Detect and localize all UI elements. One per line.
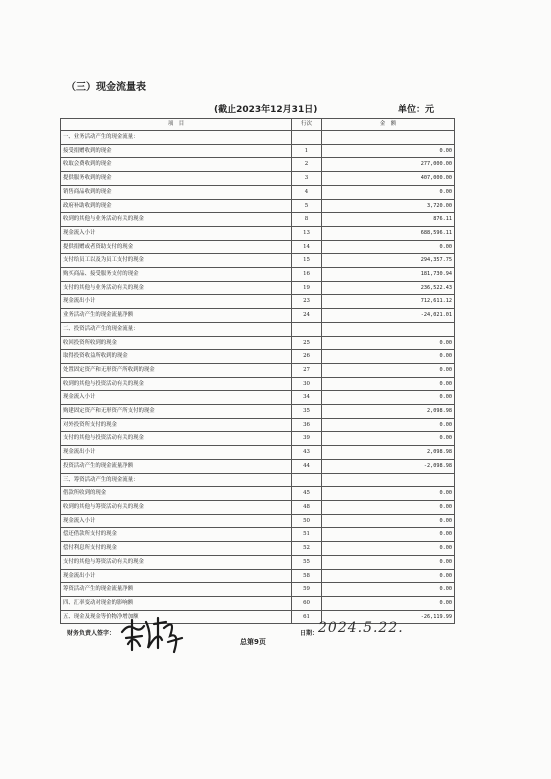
row-line-number: 25 (292, 336, 322, 350)
row-line-number: 3 (292, 172, 322, 186)
row-amount: 0.00 (322, 583, 455, 597)
table-row (61, 240, 455, 254)
row-item: 政府补助收到的现金 (61, 199, 292, 213)
cash-flow-table (60, 118, 455, 624)
row-amount: 2,098.98 (322, 446, 455, 460)
row-line-number: 4 (292, 185, 322, 199)
row-line-number: 45 (292, 487, 322, 501)
header-line: 行次 (292, 119, 322, 131)
row-item: 购买商品、接受服务支付的现金 (61, 268, 292, 282)
table-row (61, 459, 455, 473)
table-row (61, 542, 455, 556)
row-amount: -26,119.99 (322, 610, 455, 624)
table-row (61, 555, 455, 569)
row-item: 支付的其他与业务活动有关的现金 (61, 281, 292, 295)
table-row (61, 172, 455, 186)
row-line-number: 30 (292, 377, 322, 391)
table-row (61, 418, 455, 432)
row-item: 业务活动产生的现金流量净额 (61, 309, 292, 323)
row-item: 借款所收到的现金 (61, 487, 292, 501)
row-item: 提供捐赠或者资助支付的现金 (61, 240, 292, 254)
row-amount: 0.00 (322, 185, 455, 199)
row-amount: 0.00 (322, 528, 455, 542)
row-line-number: 13 (292, 226, 322, 240)
table-row (61, 350, 455, 364)
row-amount: 0.00 (322, 240, 455, 254)
signature-label: 财务负责人签字： (67, 630, 116, 637)
table-row (61, 144, 455, 158)
table-row (61, 226, 455, 240)
handwritten-signature (118, 614, 188, 654)
row-amount: 0.00 (322, 350, 455, 364)
row-line-number: 5 (292, 199, 322, 213)
row-amount: 0.00 (322, 144, 455, 158)
table-row (61, 131, 455, 145)
row-line-number: 58 (292, 569, 322, 583)
row-item: 提供服务收到的现金 (61, 172, 292, 186)
row-amount: 0.00 (322, 596, 455, 610)
table-row (61, 596, 455, 610)
table-row (61, 254, 455, 268)
row-line-number: 8 (292, 213, 322, 227)
table-row (61, 363, 455, 377)
row-item: 对外投资所支付的现金 (61, 418, 292, 432)
row-line-number: 48 (292, 500, 322, 514)
row-item: 现金流入小计 (61, 514, 292, 528)
row-amount: 0.00 (322, 555, 455, 569)
row-item: 购建固定资产和无形资产所支付的现金 (61, 405, 292, 419)
table-row (61, 487, 455, 501)
row-item: 五、现金及现金等价物净增加额 (61, 610, 292, 624)
row-amount: 0.00 (322, 487, 455, 501)
table-row (61, 514, 455, 528)
row-line-number (292, 131, 322, 145)
date-label: 日期： (300, 630, 319, 637)
currency-unit: 单位：元 (398, 105, 435, 115)
handwritten-date: 2024.5.22. (318, 620, 404, 636)
row-item: 现金流入小计 (61, 226, 292, 240)
row-line-number: 15 (292, 254, 322, 268)
row-amount: 3,720.00 (322, 199, 455, 213)
row-item: 投资活动产生的现金流量净额 (61, 459, 292, 473)
row-item: 销售商品收到的现金 (61, 185, 292, 199)
row-line-number: 51 (292, 528, 322, 542)
table-row (61, 199, 455, 213)
row-line-number (292, 473, 322, 487)
row-item: 接受捐赠收到的现金 (61, 144, 292, 158)
row-amount: -24,021.01 (322, 309, 455, 323)
table-row (61, 158, 455, 172)
header-item: 项 目 (61, 119, 292, 131)
row-amount (322, 473, 455, 487)
table-row (61, 432, 455, 446)
table-row (61, 213, 455, 227)
row-item: 四、汇率变动对现金的影响额 (61, 596, 292, 610)
row-amount: 294,357.75 (322, 254, 455, 268)
header-amount: 金 额 (322, 119, 455, 131)
row-item: 收取会费收到的现金 (61, 158, 292, 172)
row-line-number: 36 (292, 418, 322, 432)
report-period: (截止2023年12月31日) (214, 105, 318, 115)
row-line-number: 24 (292, 309, 322, 323)
row-item: 支付给员工以及为员工支付的现金 (61, 254, 292, 268)
table-body (61, 131, 455, 624)
table-row (61, 268, 455, 282)
row-line-number: 44 (292, 459, 322, 473)
row-item: 筹资活动产生的现金流量净额 (61, 583, 292, 597)
row-item: 一、业务活动产生的现金流量： (61, 131, 292, 145)
row-amount: 0.00 (322, 432, 455, 446)
row-amount: 0.00 (322, 391, 455, 405)
table-row (61, 185, 455, 199)
table-row (61, 281, 455, 295)
row-line-number: 61 (292, 610, 322, 624)
table-row (61, 405, 455, 419)
table-header-row (61, 119, 455, 131)
section-title: （三）现金流量表 (66, 82, 146, 93)
row-item: 取得投资收益所收到的现金 (61, 350, 292, 364)
row-line-number: 50 (292, 514, 322, 528)
row-item: 现金流入小计 (61, 391, 292, 405)
row-line-number: 14 (292, 240, 322, 254)
row-line-number: 23 (292, 295, 322, 309)
row-amount: 0.00 (322, 336, 455, 350)
row-line-number: 1 (292, 144, 322, 158)
row-line-number: 60 (292, 596, 322, 610)
table-row (61, 583, 455, 597)
row-amount: 0.00 (322, 363, 455, 377)
table-row (61, 377, 455, 391)
row-item: 处置固定资产和无形资产所收到的现金 (61, 363, 292, 377)
table-row (61, 295, 455, 309)
row-item: 支付的其他与投资活动有关的现金 (61, 432, 292, 446)
table-row (61, 446, 455, 460)
row-item: 现金流出小计 (61, 446, 292, 460)
row-line-number: 16 (292, 268, 322, 282)
row-line-number: 34 (292, 391, 322, 405)
table-row (61, 309, 455, 323)
row-line-number: 55 (292, 555, 322, 569)
row-amount (322, 131, 455, 145)
row-amount: 876.11 (322, 213, 455, 227)
row-item: 偿付利息所支付的现金 (61, 542, 292, 556)
row-line-number: 59 (292, 583, 322, 597)
table-row (61, 473, 455, 487)
table-row (61, 500, 455, 514)
row-amount: 0.00 (322, 569, 455, 583)
table-row (61, 528, 455, 542)
row-amount: 0.00 (322, 542, 455, 556)
row-amount: 688,596.11 (322, 226, 455, 240)
row-amount: 0.00 (322, 418, 455, 432)
row-amount: 0.00 (322, 514, 455, 528)
row-amount (322, 322, 455, 336)
table-row (61, 569, 455, 583)
row-amount: 0.00 (322, 500, 455, 514)
row-item: 偿还借款所支付的现金 (61, 528, 292, 542)
row-amount: 236,522.43 (322, 281, 455, 295)
row-item: 收回投资所收到的现金 (61, 336, 292, 350)
row-amount: 2,098.98 (322, 405, 455, 419)
row-item: 二、投资活动产生的现金流量： (61, 322, 292, 336)
row-line-number: 52 (292, 542, 322, 556)
row-item: 收到的其他与业务活动有关的现金 (61, 213, 292, 227)
row-item: 收到的其他与投资活动有关的现金 (61, 377, 292, 391)
row-line-number: 43 (292, 446, 322, 460)
row-item: 现金流出小计 (61, 569, 292, 583)
row-amount: 712,611.12 (322, 295, 455, 309)
row-amount: 407,000.00 (322, 172, 455, 186)
row-line-number: 35 (292, 405, 322, 419)
row-line-number: 19 (292, 281, 322, 295)
table-row (61, 336, 455, 350)
table-row (61, 322, 455, 336)
row-line-number: 2 (292, 158, 322, 172)
row-line-number: 27 (292, 363, 322, 377)
row-amount: 0.00 (322, 377, 455, 391)
row-line-number (292, 322, 322, 336)
row-amount: 181,730.94 (322, 268, 455, 282)
row-item: 三、筹资活动产生的现金流量： (61, 473, 292, 487)
page-number: 总第9页 (240, 638, 266, 646)
row-line-number: 26 (292, 350, 322, 364)
row-line-number: 39 (292, 432, 322, 446)
row-item: 支付的其他与筹资活动有关的现金 (61, 555, 292, 569)
row-amount: 277,000.00 (322, 158, 455, 172)
table-row (61, 391, 455, 405)
row-item: 现金流出小计 (61, 295, 292, 309)
row-item: 收到的其他与筹资活动有关的现金 (61, 500, 292, 514)
row-amount: -2,098.98 (322, 459, 455, 473)
